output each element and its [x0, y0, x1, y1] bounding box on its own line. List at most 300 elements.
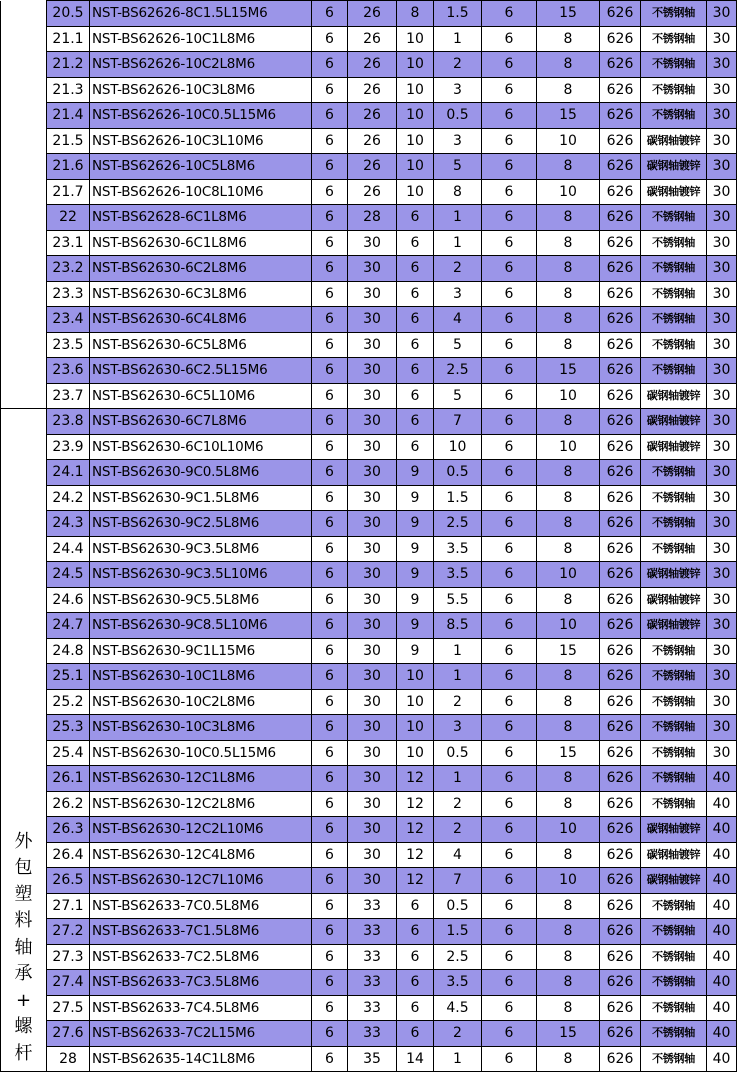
outer-diameter-cell: 30: [348, 817, 397, 843]
width-cell: 9: [397, 562, 434, 588]
item-number-cell: 27.4: [47, 970, 90, 996]
table-row: [1, 307, 737, 333]
width-cell: 10: [397, 103, 434, 129]
width-cell: 10: [397, 128, 434, 154]
thread-size-cell: 6: [482, 613, 537, 639]
material-cell: 不锈钢轴: [641, 103, 707, 129]
inner-diameter-cell: 6: [312, 26, 348, 52]
offset-cell: 7: [434, 868, 482, 894]
width-cell: 6: [397, 434, 434, 460]
thread-size-cell: 6: [482, 26, 537, 52]
quantity-cell: 40: [707, 919, 737, 945]
width-cell: 12: [397, 791, 434, 817]
bearing-type-cell: 626: [600, 1, 641, 27]
quantity-cell: 30: [707, 511, 737, 537]
item-number-cell: 26.5: [47, 868, 90, 894]
material-cell: 不锈钢轴: [641, 791, 707, 817]
category-char: 料: [14, 910, 33, 931]
table-row: [1, 77, 737, 103]
offset-cell: 1.5: [434, 485, 482, 511]
item-number-cell: 26.4: [47, 842, 90, 868]
table-row: [1, 26, 737, 52]
screw-length-cell: 8: [537, 485, 600, 511]
item-number-cell: 28: [47, 1046, 90, 1072]
inner-diameter-cell: 6: [312, 715, 348, 741]
material-cell: 不锈钢轴: [641, 256, 707, 282]
inner-diameter-cell: 6: [312, 128, 348, 154]
bearing-type-cell: 626: [600, 1021, 641, 1047]
item-number-cell: 24.6: [47, 587, 90, 613]
bearing-type-cell: 626: [600, 817, 641, 843]
offset-cell: 3.5: [434, 970, 482, 996]
material-cell: 不锈钢轴: [641, 307, 707, 333]
bearing-type-cell: 626: [600, 868, 641, 894]
inner-diameter-cell: 6: [312, 740, 348, 766]
width-cell: 14: [397, 1046, 434, 1072]
quantity-cell: 40: [707, 791, 737, 817]
bearing-type-cell: 626: [600, 52, 641, 78]
model-cell: NST-BS62630-12C7L10M6: [90, 868, 312, 894]
screw-length-cell: 8: [537, 230, 600, 256]
thread-size-cell: 6: [482, 179, 537, 205]
quantity-cell: 40: [707, 995, 737, 1021]
model-cell: NST-BS62630-10C3L8M6: [90, 715, 312, 741]
offset-cell: 2.5: [434, 511, 482, 537]
screw-length-cell: 8: [537, 409, 600, 435]
outer-diameter-cell: 33: [348, 919, 397, 945]
offset-cell: 1: [434, 230, 482, 256]
model-cell: NST-BS62630-9C0.5L8M6: [90, 460, 312, 486]
table-row: [1, 944, 737, 970]
offset-cell: 1: [434, 1046, 482, 1072]
offset-cell: 1: [434, 638, 482, 664]
bearing-type-cell: 626: [600, 613, 641, 639]
item-number-cell: 21.6: [47, 154, 90, 180]
model-cell: NST-BS62626-8C1.5L15M6: [90, 1, 312, 27]
item-number-cell: 27.5: [47, 995, 90, 1021]
item-number-cell: 21.1: [47, 26, 90, 52]
quantity-cell: 30: [707, 52, 737, 78]
item-number-cell: 23.6: [47, 358, 90, 384]
thread-size-cell: 6: [482, 485, 537, 511]
outer-diameter-cell: 30: [348, 307, 397, 333]
outer-diameter-cell: 30: [348, 562, 397, 588]
offset-cell: 3.5: [434, 536, 482, 562]
model-cell: NST-BS62626-10C1L8M6: [90, 26, 312, 52]
quantity-cell: 40: [707, 944, 737, 970]
table-row: [1, 128, 737, 154]
material-cell: 不锈钢轴: [641, 358, 707, 384]
material-cell: 不锈钢轴: [641, 995, 707, 1021]
material-cell: 碳钢轴镀锌: [641, 179, 707, 205]
thread-size-cell: 6: [482, 205, 537, 231]
screw-length-cell: 15: [537, 1, 600, 27]
inner-diameter-cell: 6: [312, 817, 348, 843]
table-row: [1, 511, 737, 537]
thread-size-cell: 6: [482, 715, 537, 741]
item-number-cell: 27.2: [47, 919, 90, 945]
table-row: [1, 715, 737, 741]
table-row: [1, 256, 737, 282]
quantity-cell: 30: [707, 409, 737, 435]
offset-cell: 0.5: [434, 893, 482, 919]
thread-size-cell: 6: [482, 944, 537, 970]
item-number-cell: 27.3: [47, 944, 90, 970]
offset-cell: 8.5: [434, 613, 482, 639]
thread-size-cell: 6: [482, 460, 537, 486]
bearing-type-cell: 626: [600, 740, 641, 766]
outer-diameter-cell: 33: [348, 893, 397, 919]
model-cell: NST-BS62633-7C2.5L8M6: [90, 944, 312, 970]
thread-size-cell: 6: [482, 281, 537, 307]
item-number-cell: 27.1: [47, 893, 90, 919]
quantity-cell: 30: [707, 358, 737, 384]
offset-cell: 10: [434, 434, 482, 460]
thread-size-cell: 6: [482, 536, 537, 562]
model-cell: NST-BS62633-7C2L15M6: [90, 1021, 312, 1047]
item-number-cell: 23.3: [47, 281, 90, 307]
item-number-cell: 25.2: [47, 689, 90, 715]
screw-length-cell: 8: [537, 893, 600, 919]
width-cell: 10: [397, 77, 434, 103]
table-row: [1, 664, 737, 690]
screw-length-cell: 8: [537, 332, 600, 358]
quantity-cell: 30: [707, 460, 737, 486]
table-row: [1, 638, 737, 664]
offset-cell: 3: [434, 281, 482, 307]
screw-length-cell: 8: [537, 944, 600, 970]
model-cell: NST-BS62630-9C5.5L8M6: [90, 587, 312, 613]
bearing-type-cell: 626: [600, 103, 641, 129]
thread-size-cell: 6: [482, 970, 537, 996]
screw-length-cell: 10: [537, 562, 600, 588]
quantity-cell: 40: [707, 1046, 737, 1072]
inner-diameter-cell: 6: [312, 689, 348, 715]
thread-size-cell: 6: [482, 638, 537, 664]
material-cell: 碳钢轴镀锌: [641, 154, 707, 180]
inner-diameter-cell: 6: [312, 281, 348, 307]
screw-length-cell: 8: [537, 536, 600, 562]
item-number-cell: 26.1: [47, 766, 90, 792]
outer-diameter-cell: 30: [348, 460, 397, 486]
width-cell: 10: [397, 154, 434, 180]
bearing-type-cell: 626: [600, 791, 641, 817]
quantity-cell: 30: [707, 332, 737, 358]
material-cell: 不锈钢轴: [641, 664, 707, 690]
thread-size-cell: 6: [482, 868, 537, 894]
table-row: [1, 842, 737, 868]
material-cell: 不锈钢轴: [641, 52, 707, 78]
model-cell: NST-BS62630-9C3.5L10M6: [90, 562, 312, 588]
thread-size-cell: 6: [482, 103, 537, 129]
width-cell: 6: [397, 919, 434, 945]
model-cell: NST-BS62626-10C0.5L15M6: [90, 103, 312, 129]
outer-diameter-cell: 30: [348, 511, 397, 537]
width-cell: 6: [397, 995, 434, 1021]
item-number-cell: 24.8: [47, 638, 90, 664]
width-cell: 10: [397, 664, 434, 690]
outer-diameter-cell: 26: [348, 77, 397, 103]
quantity-cell: 40: [707, 893, 737, 919]
outer-diameter-cell: 30: [348, 358, 397, 384]
offset-cell: 1.5: [434, 919, 482, 945]
model-cell: NST-BS62630-9C1L15M6: [90, 638, 312, 664]
model-cell: NST-BS62626-10C8L10M6: [90, 179, 312, 205]
thread-size-cell: 6: [482, 383, 537, 409]
outer-diameter-cell: 30: [348, 587, 397, 613]
item-number-cell: 20.5: [47, 1, 90, 27]
screw-length-cell: 15: [537, 638, 600, 664]
offset-cell: 0.5: [434, 740, 482, 766]
bearing-type-cell: 626: [600, 77, 641, 103]
inner-diameter-cell: 6: [312, 766, 348, 792]
material-cell: 不锈钢轴: [641, 638, 707, 664]
screw-length-cell: 15: [537, 740, 600, 766]
model-cell: NST-BS62630-12C2L8M6: [90, 791, 312, 817]
quantity-cell: 30: [707, 740, 737, 766]
screw-length-cell: 8: [537, 52, 600, 78]
thread-size-cell: 6: [482, 791, 537, 817]
table-row: [1, 154, 737, 180]
material-cell: 不锈钢轴: [641, 944, 707, 970]
thread-size-cell: 6: [482, 664, 537, 690]
thread-size-cell: 6: [482, 1046, 537, 1072]
model-cell: NST-BS62630-10C0.5L15M6: [90, 740, 312, 766]
width-cell: 6: [397, 205, 434, 231]
inner-diameter-cell: 6: [312, 893, 348, 919]
material-cell: 不锈钢轴: [641, 689, 707, 715]
quantity-cell: 30: [707, 230, 737, 256]
screw-length-cell: 8: [537, 664, 600, 690]
width-cell: 10: [397, 715, 434, 741]
table-row: [1, 358, 737, 384]
outer-diameter-cell: 30: [348, 689, 397, 715]
screw-length-cell: 8: [537, 256, 600, 282]
model-cell: NST-BS62633-7C4.5L8M6: [90, 995, 312, 1021]
offset-cell: 4: [434, 307, 482, 333]
inner-diameter-cell: 6: [312, 434, 348, 460]
screw-length-cell: 10: [537, 128, 600, 154]
item-number-cell: 21.2: [47, 52, 90, 78]
bearing-type-cell: 626: [600, 281, 641, 307]
item-number-cell: 24.3: [47, 511, 90, 537]
bearing-type-cell: 626: [600, 970, 641, 996]
outer-diameter-cell: 30: [348, 536, 397, 562]
outer-diameter-cell: 26: [348, 103, 397, 129]
item-number-cell: 25.4: [47, 740, 90, 766]
inner-diameter-cell: 6: [312, 409, 348, 435]
model-cell: NST-BS62635-14C1L8M6: [90, 1046, 312, 1072]
outer-diameter-cell: 30: [348, 715, 397, 741]
inner-diameter-cell: 6: [312, 919, 348, 945]
offset-cell: 5.5: [434, 587, 482, 613]
bearing-type-cell: 626: [600, 689, 641, 715]
inner-diameter-cell: 6: [312, 868, 348, 894]
material-cell: 不锈钢轴: [641, 740, 707, 766]
material-cell: 碳钢轴镀锌: [641, 587, 707, 613]
offset-cell: 1: [434, 205, 482, 231]
model-cell: NST-BS62630-12C4L8M6: [90, 842, 312, 868]
outer-diameter-cell: 30: [348, 383, 397, 409]
table-row: [1, 460, 737, 486]
outer-diameter-cell: 26: [348, 26, 397, 52]
model-cell: NST-BS62626-10C2L8M6: [90, 52, 312, 78]
bearing-type-cell: 626: [600, 256, 641, 282]
thread-size-cell: 6: [482, 511, 537, 537]
thread-size-cell: 6: [482, 893, 537, 919]
quantity-cell: 30: [707, 128, 737, 154]
item-number-cell: 23.2: [47, 256, 90, 282]
bearing-type-cell: 626: [600, 128, 641, 154]
inner-diameter-cell: 6: [312, 970, 348, 996]
offset-cell: 3: [434, 128, 482, 154]
bearing-type-cell: 626: [600, 766, 641, 792]
screw-length-cell: 8: [537, 995, 600, 1021]
table-row: [1, 868, 737, 894]
thread-size-cell: 6: [482, 689, 537, 715]
width-cell: 10: [397, 52, 434, 78]
table-row: [1, 332, 737, 358]
offset-cell: 4: [434, 842, 482, 868]
model-cell: NST-BS62630-12C2L10M6: [90, 817, 312, 843]
offset-cell: 3: [434, 715, 482, 741]
material-cell: 不锈钢轴: [641, 281, 707, 307]
outer-diameter-cell: 28: [348, 205, 397, 231]
inner-diameter-cell: 6: [312, 791, 348, 817]
quantity-cell: 30: [707, 307, 737, 333]
outer-diameter-cell: 30: [348, 613, 397, 639]
bearing-type-cell: 626: [600, 587, 641, 613]
width-cell: 9: [397, 587, 434, 613]
item-number-cell: 26.2: [47, 791, 90, 817]
outer-diameter-cell: 26: [348, 179, 397, 205]
outer-diameter-cell: 30: [348, 791, 397, 817]
model-cell: NST-BS62630-10C2L8M6: [90, 689, 312, 715]
item-number-cell: 24.7: [47, 613, 90, 639]
screw-length-cell: 8: [537, 307, 600, 333]
quantity-cell: 30: [707, 638, 737, 664]
thread-size-cell: 6: [482, 332, 537, 358]
inner-diameter-cell: 6: [312, 179, 348, 205]
bearing-type-cell: 626: [600, 893, 641, 919]
table-row: [1, 893, 737, 919]
inner-diameter-cell: 6: [312, 485, 348, 511]
inner-diameter-cell: 6: [312, 1021, 348, 1047]
thread-size-cell: 6: [482, 817, 537, 843]
item-number-cell: 24.2: [47, 485, 90, 511]
bearing-type-cell: 626: [600, 358, 641, 384]
inner-diameter-cell: 6: [312, 842, 348, 868]
inner-diameter-cell: 6: [312, 1, 348, 27]
bearing-type-cell: 626: [600, 485, 641, 511]
width-cell: 9: [397, 613, 434, 639]
inner-diameter-cell: 6: [312, 154, 348, 180]
width-cell: 9: [397, 638, 434, 664]
inner-diameter-cell: 6: [312, 562, 348, 588]
material-cell: 不锈钢轴: [641, 511, 707, 537]
material-cell: 不锈钢轴: [641, 1046, 707, 1072]
category-char: 承: [14, 963, 33, 984]
width-cell: 10: [397, 689, 434, 715]
outer-diameter-cell: 30: [348, 638, 397, 664]
quantity-cell: 30: [707, 179, 737, 205]
material-cell: 不锈钢轴: [641, 485, 707, 511]
screw-length-cell: 8: [537, 281, 600, 307]
item-number-cell: 23.7: [47, 383, 90, 409]
model-cell: NST-BS62630-6C3L8M6: [90, 281, 312, 307]
item-number-cell: 25.3: [47, 715, 90, 741]
thread-size-cell: 6: [482, 919, 537, 945]
width-cell: 8: [397, 1, 434, 27]
bearing-type-cell: 626: [600, 995, 641, 1021]
width-cell: 9: [397, 485, 434, 511]
bearing-type-cell: 626: [600, 919, 641, 945]
material-cell: 不锈钢轴: [641, 205, 707, 231]
outer-diameter-cell: 26: [348, 154, 397, 180]
table-row: [1, 409, 737, 435]
bearing-type-cell: 626: [600, 26, 641, 52]
bearing-type-cell: 626: [600, 154, 641, 180]
table-row: [1, 434, 737, 460]
quantity-cell: 30: [707, 562, 737, 588]
screw-length-cell: 8: [537, 715, 600, 741]
inner-diameter-cell: 6: [312, 995, 348, 1021]
inner-diameter-cell: 6: [312, 587, 348, 613]
material-cell: 不锈钢轴: [641, 970, 707, 996]
thread-size-cell: 6: [482, 256, 537, 282]
bearing-type-cell: 626: [600, 715, 641, 741]
screw-length-cell: 8: [537, 1046, 600, 1072]
width-cell: 6: [397, 944, 434, 970]
bearing-type-cell: 626: [600, 1046, 641, 1072]
inner-diameter-cell: 6: [312, 307, 348, 333]
bearing-type-cell: 626: [600, 409, 641, 435]
table-row: [1, 613, 737, 639]
screw-length-cell: 8: [537, 970, 600, 996]
table-row: [1, 536, 737, 562]
outer-diameter-cell: 30: [348, 868, 397, 894]
offset-cell: 2.5: [434, 358, 482, 384]
quantity-cell: 40: [707, 842, 737, 868]
item-number-cell: 22: [47, 205, 90, 231]
model-cell: NST-BS62633-7C3.5L8M6: [90, 970, 312, 996]
item-number-cell: 27.6: [47, 1021, 90, 1047]
model-cell: NST-BS62630-6C4L8M6: [90, 307, 312, 333]
offset-cell: 0.5: [434, 103, 482, 129]
offset-cell: 8: [434, 179, 482, 205]
width-cell: 12: [397, 868, 434, 894]
outer-diameter-cell: 30: [348, 434, 397, 460]
thread-size-cell: 6: [482, 995, 537, 1021]
outer-diameter-cell: 30: [348, 281, 397, 307]
screw-length-cell: 8: [537, 77, 600, 103]
screw-length-cell: 8: [537, 205, 600, 231]
thread-size-cell: 6: [482, 587, 537, 613]
bearing-type-cell: 626: [600, 511, 641, 537]
bearing-type-cell: 626: [600, 562, 641, 588]
quantity-cell: 30: [707, 485, 737, 511]
model-cell: NST-BS62630-6C7L8M6: [90, 409, 312, 435]
bearing-type-cell: 626: [600, 434, 641, 460]
quantity-cell: 30: [707, 664, 737, 690]
model-cell: NST-BS62630-6C2L8M6: [90, 256, 312, 282]
screw-length-cell: 8: [537, 766, 600, 792]
table-row: [1, 817, 737, 843]
item-number-cell: 23.9: [47, 434, 90, 460]
table-row: [1, 689, 737, 715]
width-cell: 9: [397, 511, 434, 537]
quantity-cell: 30: [707, 613, 737, 639]
